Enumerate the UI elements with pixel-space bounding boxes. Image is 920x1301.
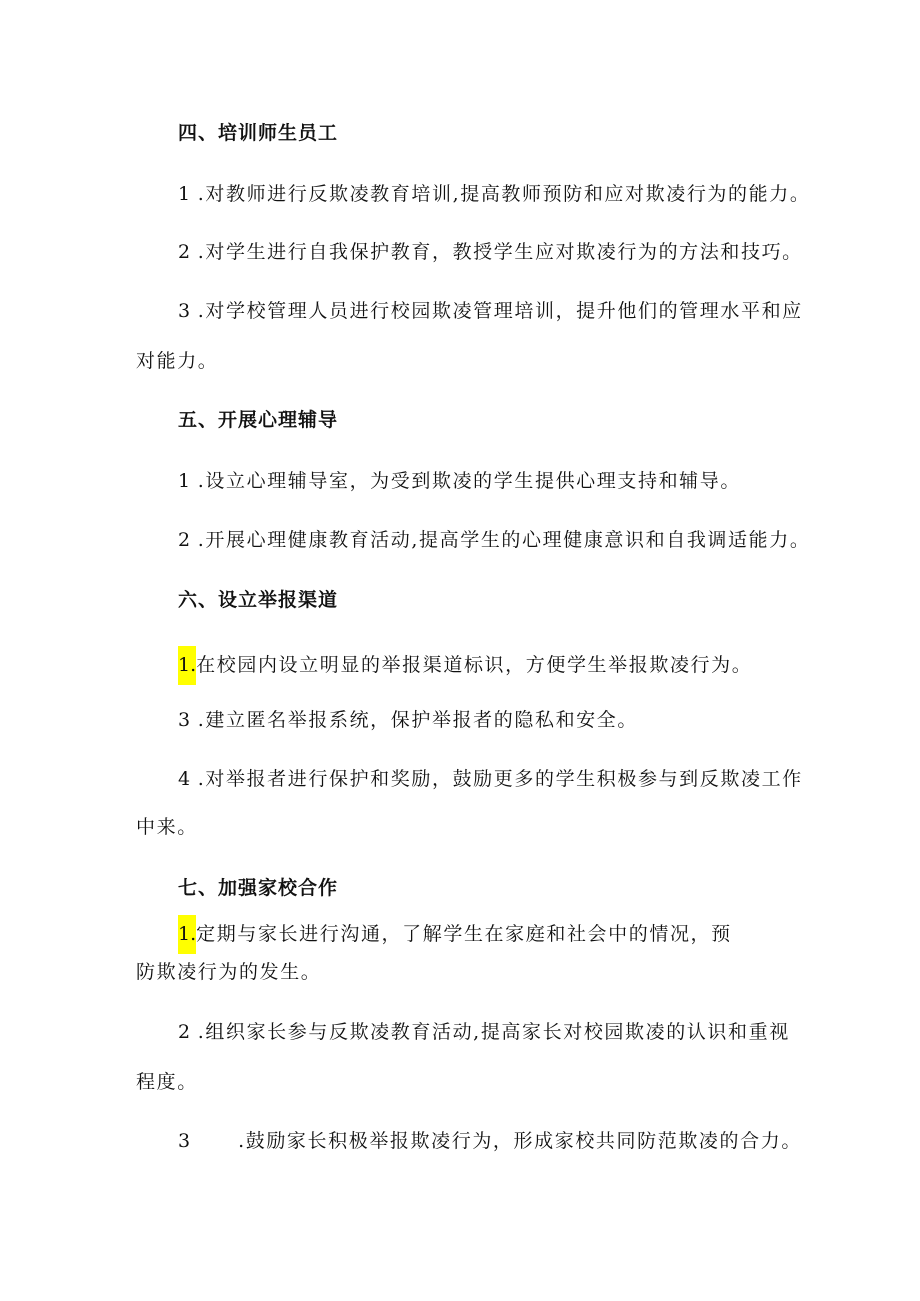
item-number: 4 xyxy=(178,768,191,790)
list-item xyxy=(0,297,920,325)
section-heading-7: 七、加强家校合作 xyxy=(178,877,339,899)
item-number: 1 xyxy=(178,470,191,492)
item-text: .对举报者进行保护和奖励，鼓励更多的学生积极参与到反欺凌工作 xyxy=(190,768,803,790)
item-number: 2 xyxy=(178,529,191,551)
item-number: 2 xyxy=(178,241,191,263)
item-text: .开展心理健康教育活动,提高学生的心理健康意识和自我调适能力。 xyxy=(190,529,811,551)
list-item xyxy=(0,706,920,734)
item-continuation: 中来。 xyxy=(136,816,198,838)
item-text: .对教师进行反欺凌教育培训,提高教师预防和应对欺凌行为的能力。 xyxy=(190,183,811,205)
list-item xyxy=(0,467,920,495)
item-number: 3 xyxy=(178,1130,191,1152)
item-text: .对学生进行自我保护教育，教授学生应对欺凌行为的方法和技巧。 xyxy=(190,241,803,263)
highlighted-item-number: 1. xyxy=(178,915,196,954)
item-text: 在校园内设立明显的举报渠道标识，方便学生举报欺凌行为。 xyxy=(196,654,753,676)
item-text: .鼓励家长积极举报欺凌行为，形成家校共同防范欺凌的合力。 xyxy=(238,1130,802,1152)
list-item xyxy=(0,238,920,266)
item-text: .组织家长参与反欺凌教育活动,提高家长对校园欺凌的认识和重视 xyxy=(190,1021,790,1043)
list-item xyxy=(0,180,920,208)
section-heading-4: 四、培训师生员工 xyxy=(178,122,339,144)
item-number: 3 xyxy=(178,709,191,731)
item-continuation: 对能力。 xyxy=(136,350,219,372)
item-number: 1 xyxy=(178,183,191,205)
section-heading-5: 五、开展心理辅导 xyxy=(178,409,339,431)
highlighted-item-number: 1. xyxy=(178,646,196,685)
list-item xyxy=(0,765,920,793)
item-text: .设立心理辅导室，为受到欺凌的学生提供心理支持和辅导。 xyxy=(190,470,741,492)
section-heading-6: 六、设立举报渠道 xyxy=(178,589,339,611)
list-item xyxy=(0,1018,920,1046)
item-number: 2 xyxy=(178,1021,191,1043)
item-text: .对学校管理人员进行校园欺凌管理培训，提升他们的管理水平和应 xyxy=(190,300,803,322)
list-item xyxy=(0,526,920,554)
item-continuation: 程度。 xyxy=(136,1071,198,1093)
item-number: 3 xyxy=(178,300,191,322)
item-text: 定期与家长进行沟通，了解学生在家庭和社会中的情况，预 xyxy=(196,923,732,945)
list-item xyxy=(0,646,920,685)
list-item xyxy=(0,915,920,954)
item-continuation: 防欺凌行为的发生。 xyxy=(136,961,322,983)
item-text: .建立匿名举报系统，保护举报者的隐私和安全。 xyxy=(190,709,638,731)
list-item xyxy=(0,1127,920,1155)
